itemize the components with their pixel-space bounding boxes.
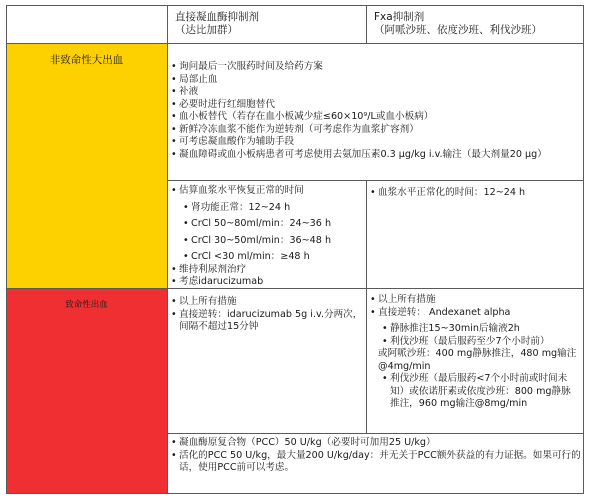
pcc-cell bbox=[171, 437, 581, 475]
fatal-fxa-cell bbox=[370, 294, 580, 411]
column-divider-2-mid bbox=[366, 180, 367, 433]
table-border-bottom bbox=[6, 493, 584, 494]
list-item: • 以上所有措施 bbox=[370, 294, 580, 307]
header-fxa-name: Fxa抑制剂 bbox=[374, 11, 425, 23]
fatal-label: 致命性出血 bbox=[65, 300, 108, 310]
list-item: • 直接逆转：idarucizumab 5g i.v.分两次，间隔不超过15分钟 bbox=[171, 309, 363, 334]
list-item: • 询问最后一次服药时间及给药方案 bbox=[171, 61, 581, 74]
list-item: • 补液 bbox=[171, 86, 581, 99]
row-divider-general bbox=[167, 180, 584, 181]
list-item: • 凝血障碍或血小板病患者可考虑使用去氨加压素0.3 μg/kg i.v.输注（最大剂量20 μg） bbox=[171, 149, 581, 162]
header-fxa-example: （阿哌沙班、依度沙班、利伐沙班） bbox=[374, 24, 542, 36]
list-item: • CrCl 50~80ml/min：24~36 h bbox=[171, 218, 363, 231]
general-measures-cell bbox=[171, 61, 581, 161]
header-dti-name: 直接凝血酶抑制剂 bbox=[175, 11, 259, 23]
column-divider-1 bbox=[167, 5, 168, 494]
fatal-dti-cell bbox=[171, 296, 363, 334]
list-item: • CrCl 30~50ml/min：36~48 h bbox=[171, 235, 363, 248]
list-item: • 凝血酶原复合物（PCC）50 U/kg（必要时可加用25 U/kg） bbox=[171, 437, 581, 450]
list-item: • 利伐沙班（最后服药至少7个小时前） bbox=[370, 336, 580, 349]
header-divider bbox=[6, 43, 584, 44]
non-fatal-dti-cell bbox=[171, 185, 363, 289]
list-item: • 肾功能正常：12~24 h bbox=[171, 202, 363, 215]
table-border-top bbox=[6, 5, 584, 6]
table-border-right bbox=[583, 5, 584, 494]
list-item: • 活化的PCC 50 U/kg，最大量200 U/kg/day：并无关于PCC额外获益的有力证据。如果可行的话，使用PCC前可以考虑。 bbox=[171, 450, 581, 475]
header-dti bbox=[170, 7, 364, 41]
list-item: • 可考虑凝血酸作为辅助手段 bbox=[171, 136, 581, 149]
list-item: 或阿哌沙班：400 mg静脉推注，480 mg输注@4mg/min bbox=[378, 348, 577, 372]
list-item: • 静脉推注15~30min后输液2h bbox=[370, 323, 580, 336]
list-item: • 局部止血 bbox=[171, 74, 581, 87]
list-item: • 新鲜冷冻血浆不能作为逆转剂（可考虑作为血浆扩容剂） bbox=[171, 124, 581, 137]
list-item: • 考虑idarucizumab bbox=[171, 276, 363, 289]
list-item: • 直接逆转： Andexanet alpha bbox=[370, 307, 580, 320]
row-divider-pcc bbox=[167, 433, 584, 434]
list-item: • 利伐沙班（最后服药<7个小时前或时间未知）或依诺肝素或依度沙班：800 mg静脉推注，960 mg输注@8mg/min bbox=[370, 373, 580, 411]
non-fatal-fxa-cell bbox=[370, 187, 580, 200]
fatal-category-cell bbox=[6, 288, 167, 493]
header-fxa bbox=[369, 7, 581, 41]
list-item: • 血浆水平正常化的时间：12~24 h bbox=[370, 187, 580, 200]
list-item: • CrCl <30 ml/min：≥48 h bbox=[171, 251, 363, 264]
table-border-left bbox=[6, 5, 7, 494]
non-fatal-category-cell bbox=[6, 43, 167, 288]
list-item: • 必要时进行红细胞替代 bbox=[171, 99, 581, 112]
column-divider-2-top bbox=[366, 5, 367, 44]
list-item: • 血小板替代（若存在血小板减少症≤60×10⁹/L或血小板病） bbox=[171, 111, 581, 124]
non-fatal-label: 非致命性大出血 bbox=[49, 54, 124, 66]
list-item: • 以上所有措施 bbox=[171, 296, 363, 309]
list-item: • 估算血浆水平恢复正常的时间 bbox=[171, 185, 363, 198]
header-dti-example: （达比加群） bbox=[175, 24, 238, 36]
list-item: • 维持利尿剂治疗 bbox=[171, 264, 363, 277]
